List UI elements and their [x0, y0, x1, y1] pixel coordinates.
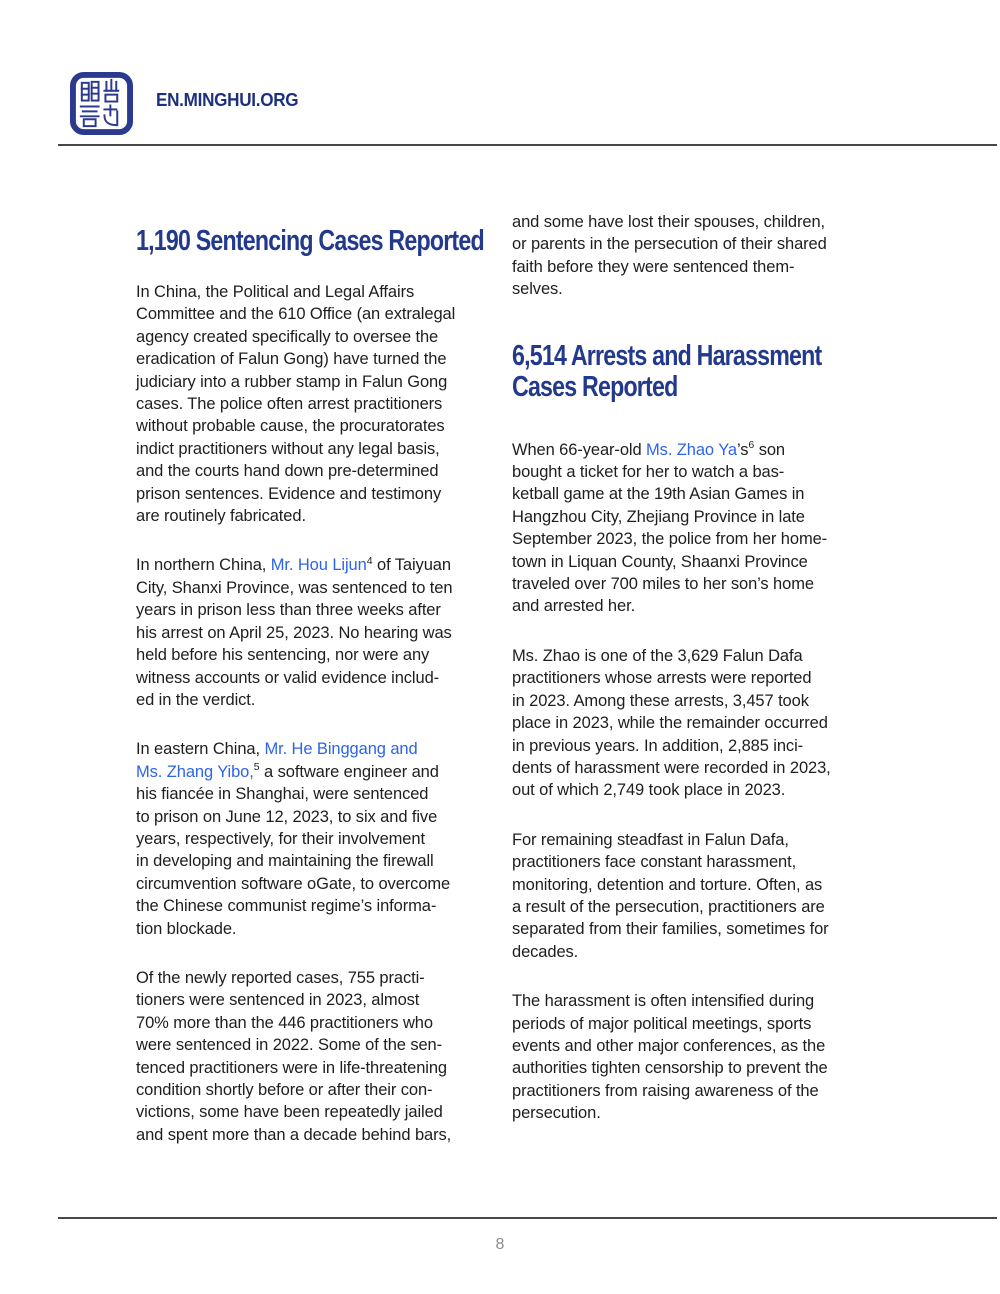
paragraph-sentencing-4: [136, 967, 571, 1146]
footnote-ref[interactable]: 5: [253, 761, 260, 774]
text-run: In China, the Political and Legal Affairs Committee and the 610 Office (an extralegal agency created specifically to oversee the eradication of Falun Gong) have turned the judiciary into a rubber stamp in Falun Gong cases. The police often arrest practitioners without probable cause, the procuratorates indict practitioners without any legal basis, and the courts hand down pre-determined prison sentences. Evidence and testimony are routinely fabricated.: [136, 283, 456, 526]
text-run: 1,190 Sentencing Cases Reported: [136, 225, 484, 257]
text-run: son bought a ticket for her to watch a bas- ketball game at the 19th Asian Games in Hangzhou City, Zhejiang Province in late September 2023, the police from her home- town in Liquan County, Shaanxi Province traveled over 700 miles to her son’s home and arrested her.: [512, 440, 828, 616]
paragraph-arrests-1: [512, 439, 899, 618]
footer-divider: [58, 1217, 997, 1219]
link-zhao-ya[interactable]: Ms. Zhao Ya: [646, 440, 737, 459]
paragraph-sentencing-1: [136, 281, 571, 527]
paragraph-arrests-2: [512, 645, 899, 802]
paragraph-sentencing-3: [136, 738, 571, 940]
paragraph-sentencing-2: [136, 554, 571, 711]
minghui-seal-logo: [70, 72, 133, 135]
text-run: Ms. Zhao is one of the 3,629 Falun Dafa practitioners whose arrests were reported in 2023. Among these arrests, 3,457 took place in 2023, while the remainder occurred in previous years. In addition, 2,885 inci- dents of harassment were recorded in 2023, out of which 2,749 took place in 2023.: [512, 646, 831, 800]
header-divider: [58, 144, 997, 146]
right-column: [512, 211, 899, 1152]
text-run: In northern China,: [136, 556, 271, 575]
seal-icon: [70, 72, 133, 135]
page-number: 8: [495, 1236, 505, 1253]
text-run: 6,514 Arrests and Harassment Cases Reported: [512, 339, 822, 403]
text-run: For remaining steadfast in Falun Dafa, practitioners face constant harassment, monitoring, detention and torture. Often, as a result of the persecution, practitioners are separated from their families, sometimes for decades.: [512, 830, 829, 961]
text-run: The harassment is often intensified during periods of major political meetings, sports events and other major conferences, as the authorities tighten censorship to prevent the practitioners from raising awareness of the persecution.: [512, 992, 828, 1123]
section-heading-arrests: [512, 341, 821, 403]
text-run: and some have lost their spouses, children, or parents in the persecution of their shared faith before they were sentenced them- selves.: [512, 213, 827, 299]
text-run: Of the newly reported cases, 755 practi- tioners were sentenced in 2023, almost 70% more than the 446 practitioners who were sentenced in 2022. Some of the sen- tenced practitioners were in life-threatening condition shortly before or after their con- victions, some have been repeatedly jailed and spent more than a decade behind bars,: [136, 968, 452, 1144]
footnote-ref[interactable]: 6: [748, 439, 755, 452]
site-title: EN.MINGHUI.ORG: [156, 90, 299, 110]
link-he-binggang-zhang-yibo[interactable]: Mr. He Binggang and Ms. Zhang Yibo,: [136, 740, 418, 781]
section-heading-sentencing: [136, 226, 484, 257]
text-run: In eastern China,: [136, 740, 265, 759]
link-hou-lijun[interactable]: Mr. Hou Lijun: [270, 556, 367, 575]
footnote-ref[interactable]: 4: [366, 554, 373, 567]
paragraph-sentencing-continued: [512, 211, 899, 301]
text-run: ’s: [736, 440, 749, 459]
text-run: When 66-year-old: [512, 440, 647, 459]
text-run: a software engineer and his fiancée in Shanghai, were sentenced to prison on June 12, 2023, to six and five years, respectively, for their involvement in developing and maintaining the firewall circumvention software oGate, to overcome the Chinese communist regime’s informa- tion blockade.: [136, 762, 451, 938]
left-column: [136, 211, 571, 1173]
text-run: of Taiyuan City, Shanxi Province, was sentenced to ten years in prison less than three weeks after his arrest on April 25, 2023. No hearing was held before his sentencing, nor were any witness accounts or valid evidence includ- ed in the verdict.: [136, 556, 453, 709]
paragraph-arrests-4: [512, 990, 899, 1124]
paragraph-arrests-3: [512, 829, 899, 963]
